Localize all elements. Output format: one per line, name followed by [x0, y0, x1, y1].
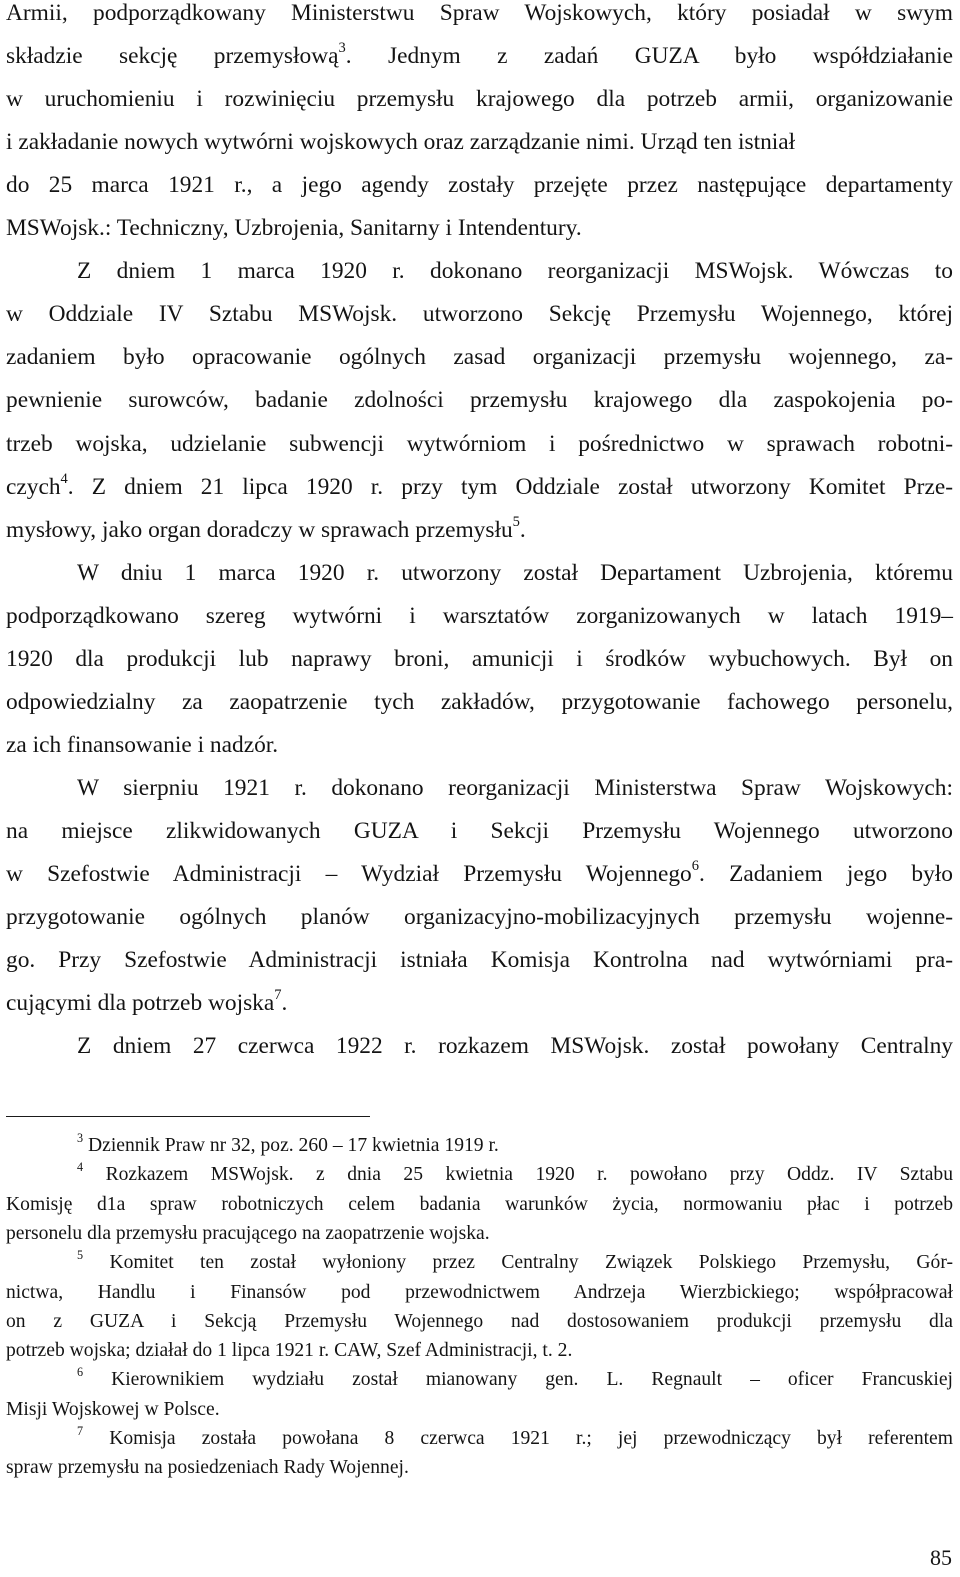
body-line	[6, 730, 953, 760]
footnote-ref: 5	[512, 513, 520, 530]
body-line	[6, 816, 953, 846]
body-line-text: Z dniem 27 czerwca 1922 r. rozkazem MSWojsk. został powołany Centralny	[77, 1033, 953, 1060]
footnote-text: Misji Wojskowej w Polsce.	[6, 1398, 220, 1420]
footnote-ref: 3	[338, 40, 346, 57]
body-line-text: Z dniem 1 marca 1920 r. dokonano reorganizacji MSWojsk. Wówczas to	[77, 258, 953, 285]
body-line	[6, 644, 953, 674]
body-line	[6, 299, 953, 329]
body-line	[6, 127, 953, 157]
body-line-text: go. Przy Szefostwie Administracji istniała Komisja Kontrolna nad wytwórniami pra-	[6, 947, 953, 974]
body-line-text: .	[281, 990, 288, 1017]
footnote-line	[6, 1309, 953, 1334]
footnote-text: Dziennik Praw nr 32, poz. 260 – 17 kwietnia 1919 r.	[83, 1135, 499, 1156]
body-line	[6, 0, 953, 28]
body-line	[6, 170, 953, 200]
body-line-text: mysłowy, jako organ doradczy w sprawach przemysłu	[6, 516, 513, 543]
body-line-text: . Z dniem 21 lipca 1920 r. przy tym Oddziale został utworzony Komitet Prze-	[67, 473, 953, 500]
body-line	[6, 385, 953, 415]
body-line	[6, 472, 953, 502]
body-line-text: w uruchomieniu i rozwinięciu przemysłu krajowego dla potrzeb armii, organizowanie	[6, 86, 953, 113]
body-line	[6, 84, 953, 114]
footnote-number: 7	[77, 1423, 84, 1438]
body-line-text: składzie sekcję przemysłową	[6, 43, 339, 70]
body-line	[6, 859, 953, 889]
footnote-ref: 7	[274, 987, 282, 1004]
footnote-line	[6, 1192, 953, 1217]
body-line-text: W sierpniu 1921 r. dokonano reorganizacji Ministerstwa Spraw Wojskowych:	[77, 774, 953, 801]
body-line	[6, 342, 953, 372]
body-line-text: w Szefostwie Administracji – Wydział Przemysłu Wojennego	[6, 861, 692, 887]
body-line-text: zadaniem było opracowanie ogólnych zasad organizacji przemysłu wojennego, za-	[6, 344, 953, 371]
body-line-text: W dniu 1 marca 1920 r. utworzony został Departament Uzbrojenia, któremu	[77, 559, 953, 586]
footnote-text: Komitet ten został wyłoniony przez Centralny Związek Polskiego Przemysłu, Gór-	[83, 1252, 953, 1274]
body-line-text: MSWojsk.: Techniczny, Uzbrojenia, Sanitarny i Intendentury.	[6, 215, 582, 242]
footnote-text: nictwa, Handlu i Finansów pod przewodnictwem Andrzeja Wierzbickiego; współpracował	[6, 1281, 953, 1303]
footnote-text: Rozkazem MSWojsk. z dnia 25 kwietnia 1920 r. powołano przy Oddz. IV Sztabu	[83, 1164, 953, 1186]
body-line-text: w Oddziale IV Sztabu MSWojsk. utworzono Sekcję Przemysłu Wojennego, której	[6, 301, 953, 328]
footnote-line	[77, 1130, 953, 1158]
body-line	[6, 41, 953, 71]
body-line-text: . Jednym z zadań GUZA było współdziałanie	[345, 43, 954, 70]
body-line-text: .	[519, 516, 526, 543]
footnote-text: spraw przemysłu na posiedzeniach Rady Wojennej.	[6, 1457, 409, 1479]
body-line-text: na miejsce zlikwidowanych GUZA i Sekcji Przemysłu Wojennego utworzono	[6, 817, 953, 844]
footnote-line	[77, 1423, 953, 1451]
footnote-text: potrzeb wojska; działał do 1 lipca 1921 r. CAW, Szef Administracji, t. 2.	[6, 1340, 573, 1362]
body-line	[6, 515, 953, 545]
footnote-line	[77, 1247, 953, 1275]
footnote-number: 5	[77, 1247, 84, 1262]
body-line-text: 1920 dla produkcji lub naprawy broni, amunicji i środków wybuchowych. Był on	[6, 645, 953, 672]
body-line-text: trzeb wojska, udzielanie subwencji wytwórniom i pośrednictwo w sprawach robotni-	[6, 430, 953, 457]
footnote-number: 4	[77, 1159, 84, 1174]
footnote-number: 6	[77, 1365, 84, 1380]
footnote-text: on z GUZA i Sekcją Przemysłu Wojennego nad dostosowaniem produkcji przemysłu dla	[6, 1310, 953, 1332]
footnote-line	[6, 1221, 953, 1246]
body-line-text: i zakładanie nowych wytwórni wojskowych oraz zarządzanie nimi. Urząd ten istniał	[6, 129, 796, 156]
body-line	[6, 988, 953, 1018]
body-line-text: czych	[6, 473, 61, 500]
body-line	[6, 902, 953, 932]
body-line-text: . Zadaniem jego było	[699, 861, 954, 887]
footnote-separator	[6, 1116, 370, 1117]
footnote-ref: 4	[60, 470, 68, 487]
body-line-text: odpowiedzialny za zaopatrzenie tych zakładów, przygotowanie fachowego personelu,	[6, 688, 953, 715]
footnote-line	[6, 1338, 953, 1363]
footnote-line	[6, 1397, 953, 1422]
footnote-text: Komisję d1a spraw robotniczych celem badania warunków życia, normowaniu płac i potrzeb	[6, 1193, 953, 1215]
footnote-line	[6, 1280, 953, 1305]
footnote-line	[6, 1455, 953, 1480]
body-line-text: Armii, podporządkowany Ministerstwu Spraw Wojskowych, który posiadał w swym	[6, 0, 953, 26]
body-line-text: podporządkowano szereg wytwórni i warsztatów zorganizowanych w latach 1919–	[6, 602, 953, 629]
body-line	[6, 601, 953, 631]
body-line-text: cującymi dla potrzeb wojska	[6, 990, 275, 1017]
body-line	[6, 687, 953, 717]
footnote-ref: 6	[691, 858, 700, 875]
body-line-text: pewnienie surowców, badanie zdolności przemysłu krajowego dla zaspokojenia po-	[6, 387, 953, 414]
footnote-line	[77, 1367, 953, 1392]
body-line-text: przygotowanie ogólnych planów organizacyjno-mobilizacyjnych przemysłu wojenne-	[6, 904, 953, 931]
body-line	[6, 429, 953, 459]
body-line-text: do 25 marca 1921 r., a jego agendy zostały przejęte przez następujące departamenty	[6, 172, 953, 199]
footnote-text: Kierownikiem wydziału został mianowany gen. L. Regnault – oficer Francuskiej	[83, 1369, 953, 1391]
body-line	[77, 256, 953, 286]
footnote-text: Komisja została powołana 8 czerwca 1921 r.; jej przewodniczący był referentem	[83, 1428, 953, 1449]
footnote-text: personelu dla przemysłu pracującego na zaopatrzenie wojska.	[6, 1222, 490, 1244]
body-line	[77, 558, 953, 588]
page-number: 85	[930, 1545, 952, 1570]
body-line	[6, 213, 953, 243]
footnote-line	[77, 1159, 953, 1187]
body-line	[6, 945, 953, 975]
body-line-text: za ich finansowanie i nadzór.	[6, 731, 279, 758]
footnote-number: 3	[77, 1130, 84, 1145]
body-line	[77, 773, 953, 803]
body-line	[77, 1031, 953, 1061]
